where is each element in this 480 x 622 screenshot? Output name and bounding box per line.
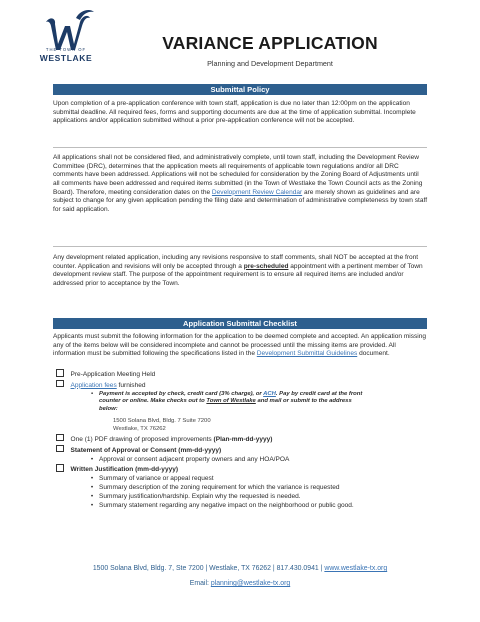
bullet: • <box>90 390 94 397</box>
checklist-subitem-label: Approval or consent adjacent property owners and any HOA/POA <box>99 455 290 463</box>
policy-paragraph-3-text: Any development related application, including any revisions responsive to staff comments, shall NOT be accepted at the front counter. Application and revisions will only be accepted through a <box>53 254 419 270</box>
website-link[interactable]: www.westlake-tx.org <box>324 565 388 572</box>
payment-note-text: . Pay by credit card at the front <box>275 390 363 397</box>
mailing-address-line-1: 1500 Solana Blvd, Bldg. 7 Suite 7200 <box>113 418 211 425</box>
email-link[interactable]: planning@westlake-tx.org <box>210 580 291 587</box>
policy-paragraph-2-text: All applications shall not be considered filed, and administratively complete, until town staff, including the Development Review Committee (DRC), determines that the application meets all requirements of applicable town regulations and/or all DRC comments have been addressed. Applications will not be scheduled for consideration by the Zoning Board of Adjustments until all comments have been addressed and required items submitted (in the Town of Westlake the Town Council acts as the Zoning Board). Therefore, meeting consideration dates on the <box>53 154 423 196</box>
checklist-item-application-fees <box>56 380 426 391</box>
footer-address: 1500 Solana Blvd, Bldg. 7, Ste 7200 | Westlake, TX 76262 | 817.430.0941 | <box>92 565 325 572</box>
checklist-subitem-label: Summary justification/hardship. Explain why the requested is needed. <box>99 492 301 500</box>
payment-note-text: counter or online. Make checks out to <box>99 398 207 405</box>
policy-paragraph-3 <box>53 254 427 289</box>
checklist-item-label: furnished <box>116 381 146 389</box>
divider <box>53 246 427 247</box>
payment-note-line-2 <box>56 398 426 406</box>
checklist-item-pre-application <box>56 369 426 380</box>
checklist-item-written-justification <box>56 464 426 475</box>
mailing-address-line-2: Westlake, TX 76262 <box>113 426 166 433</box>
bullet: • <box>90 475 94 483</box>
checklist-subitem <box>56 475 426 484</box>
bullet: • <box>90 455 94 463</box>
payment-note-line-3: below: <box>99 405 118 412</box>
footer-email <box>40 580 440 587</box>
checklist-item-label: One (1) PDF drawing of proposed improvements <box>70 435 214 443</box>
checkbox[interactable] <box>56 464 64 472</box>
checklist-subitem <box>56 493 426 502</box>
checklist-subitem-label: Summary of variance or appeal request <box>99 475 214 483</box>
policy-paragraph-1: Upon completion of a pre-application conference with town staff, application is due no later than 12:00pm on the application submittal deadline. All required fees, forms and supporting documents are due at the time of application submittal. Incomplete applications and/or application submitted without a prior pre-application conference will not be accepted. <box>53 100 416 125</box>
bullet: • <box>90 501 94 509</box>
divider <box>53 147 427 148</box>
bullet: • <box>90 483 94 491</box>
checkbox[interactable] <box>56 434 64 442</box>
checklist-subitem-label: Summary description of the zoning requirement for which the variance is requested <box>99 483 340 491</box>
policy-paragraph-2-text-end: are merely shown as guidelines and are subject to change for any given application pending the filing date and determination of administrative completeness by town staff for said application. <box>53 188 428 213</box>
checklist-subitem <box>56 502 426 511</box>
submittal-policy-heading: Submittal Policy <box>53 84 427 95</box>
application-fees-link[interactable]: Application fees <box>70 381 117 389</box>
pre-scheduled-emphasis: pre-scheduled <box>243 262 289 270</box>
checklist-intro <box>53 333 427 359</box>
checklist-intro-text-end: document. <box>357 350 390 358</box>
development-review-calendar-link[interactable]: Development Review Calendar <box>211 188 303 196</box>
checklist-item-label: Statement of Approval or Consent (mm-dd-yyyy) <box>70 446 222 454</box>
footer-contact <box>40 565 440 572</box>
checklist-item-statement-of-approval <box>56 445 426 456</box>
checklist-subitem <box>56 456 426 465</box>
payment-note <box>56 391 426 399</box>
email-label: Email: <box>189 580 211 587</box>
town-of-westlake-text: Town of Westlake <box>206 398 256 405</box>
policy-paragraph-3-text-end: appointment with a pertinent member of Town development review staff. The purpose of the appointment requirement is to ensure all required items are included and/or addressed prior to acceptance by the Town. <box>53 262 423 287</box>
bullet: • <box>90 492 94 500</box>
checklist-items <box>56 369 426 510</box>
payment-note-text: and mail or submit to the address <box>255 398 352 405</box>
checkbox[interactable] <box>56 445 64 453</box>
checklist-item-filename: (Plan-mm-dd-yyyy) <box>213 435 273 443</box>
ach-link[interactable]: ACH <box>263 390 276 397</box>
development-submittal-guidelines-link[interactable]: Development Submittal Guidelines <box>256 350 358 358</box>
checklist-heading: Application Submittal Checklist <box>53 318 427 329</box>
policy-paragraph-2 <box>53 154 427 215</box>
department-subtitle: Planning and Development Department <box>207 59 333 68</box>
checklist-subitem <box>56 484 426 493</box>
page-title: VARIANCE APPLICATION <box>162 33 378 53</box>
checklist-item-pdf-drawing <box>56 434 426 445</box>
checklist-item-label: Written Justification (mm-dd-yyyy) <box>70 466 179 474</box>
checkbox[interactable] <box>56 380 64 388</box>
logo-subtext: THE TOWN OF <box>45 47 87 52</box>
logo-wordmark: WESTLAKE <box>39 53 93 63</box>
checklist-item-label: Pre-Application Meeting Held <box>70 371 156 378</box>
payment-note-text: Payment is accepted by check, credit card (3% charge), or <box>99 390 264 397</box>
checklist-subitem-label: Summary statement regarding any negative impact on the neighborhood or public good. <box>99 501 354 509</box>
checkbox[interactable] <box>56 369 64 377</box>
checklist-intro-text: Applicants must submit the following information for the application to be deemed complete and accepted. An application missing any of the items below will be considered incomplete and cannot be processed until the missing items are provided. All information must be submitted following the specifications listed in the <box>53 333 427 358</box>
